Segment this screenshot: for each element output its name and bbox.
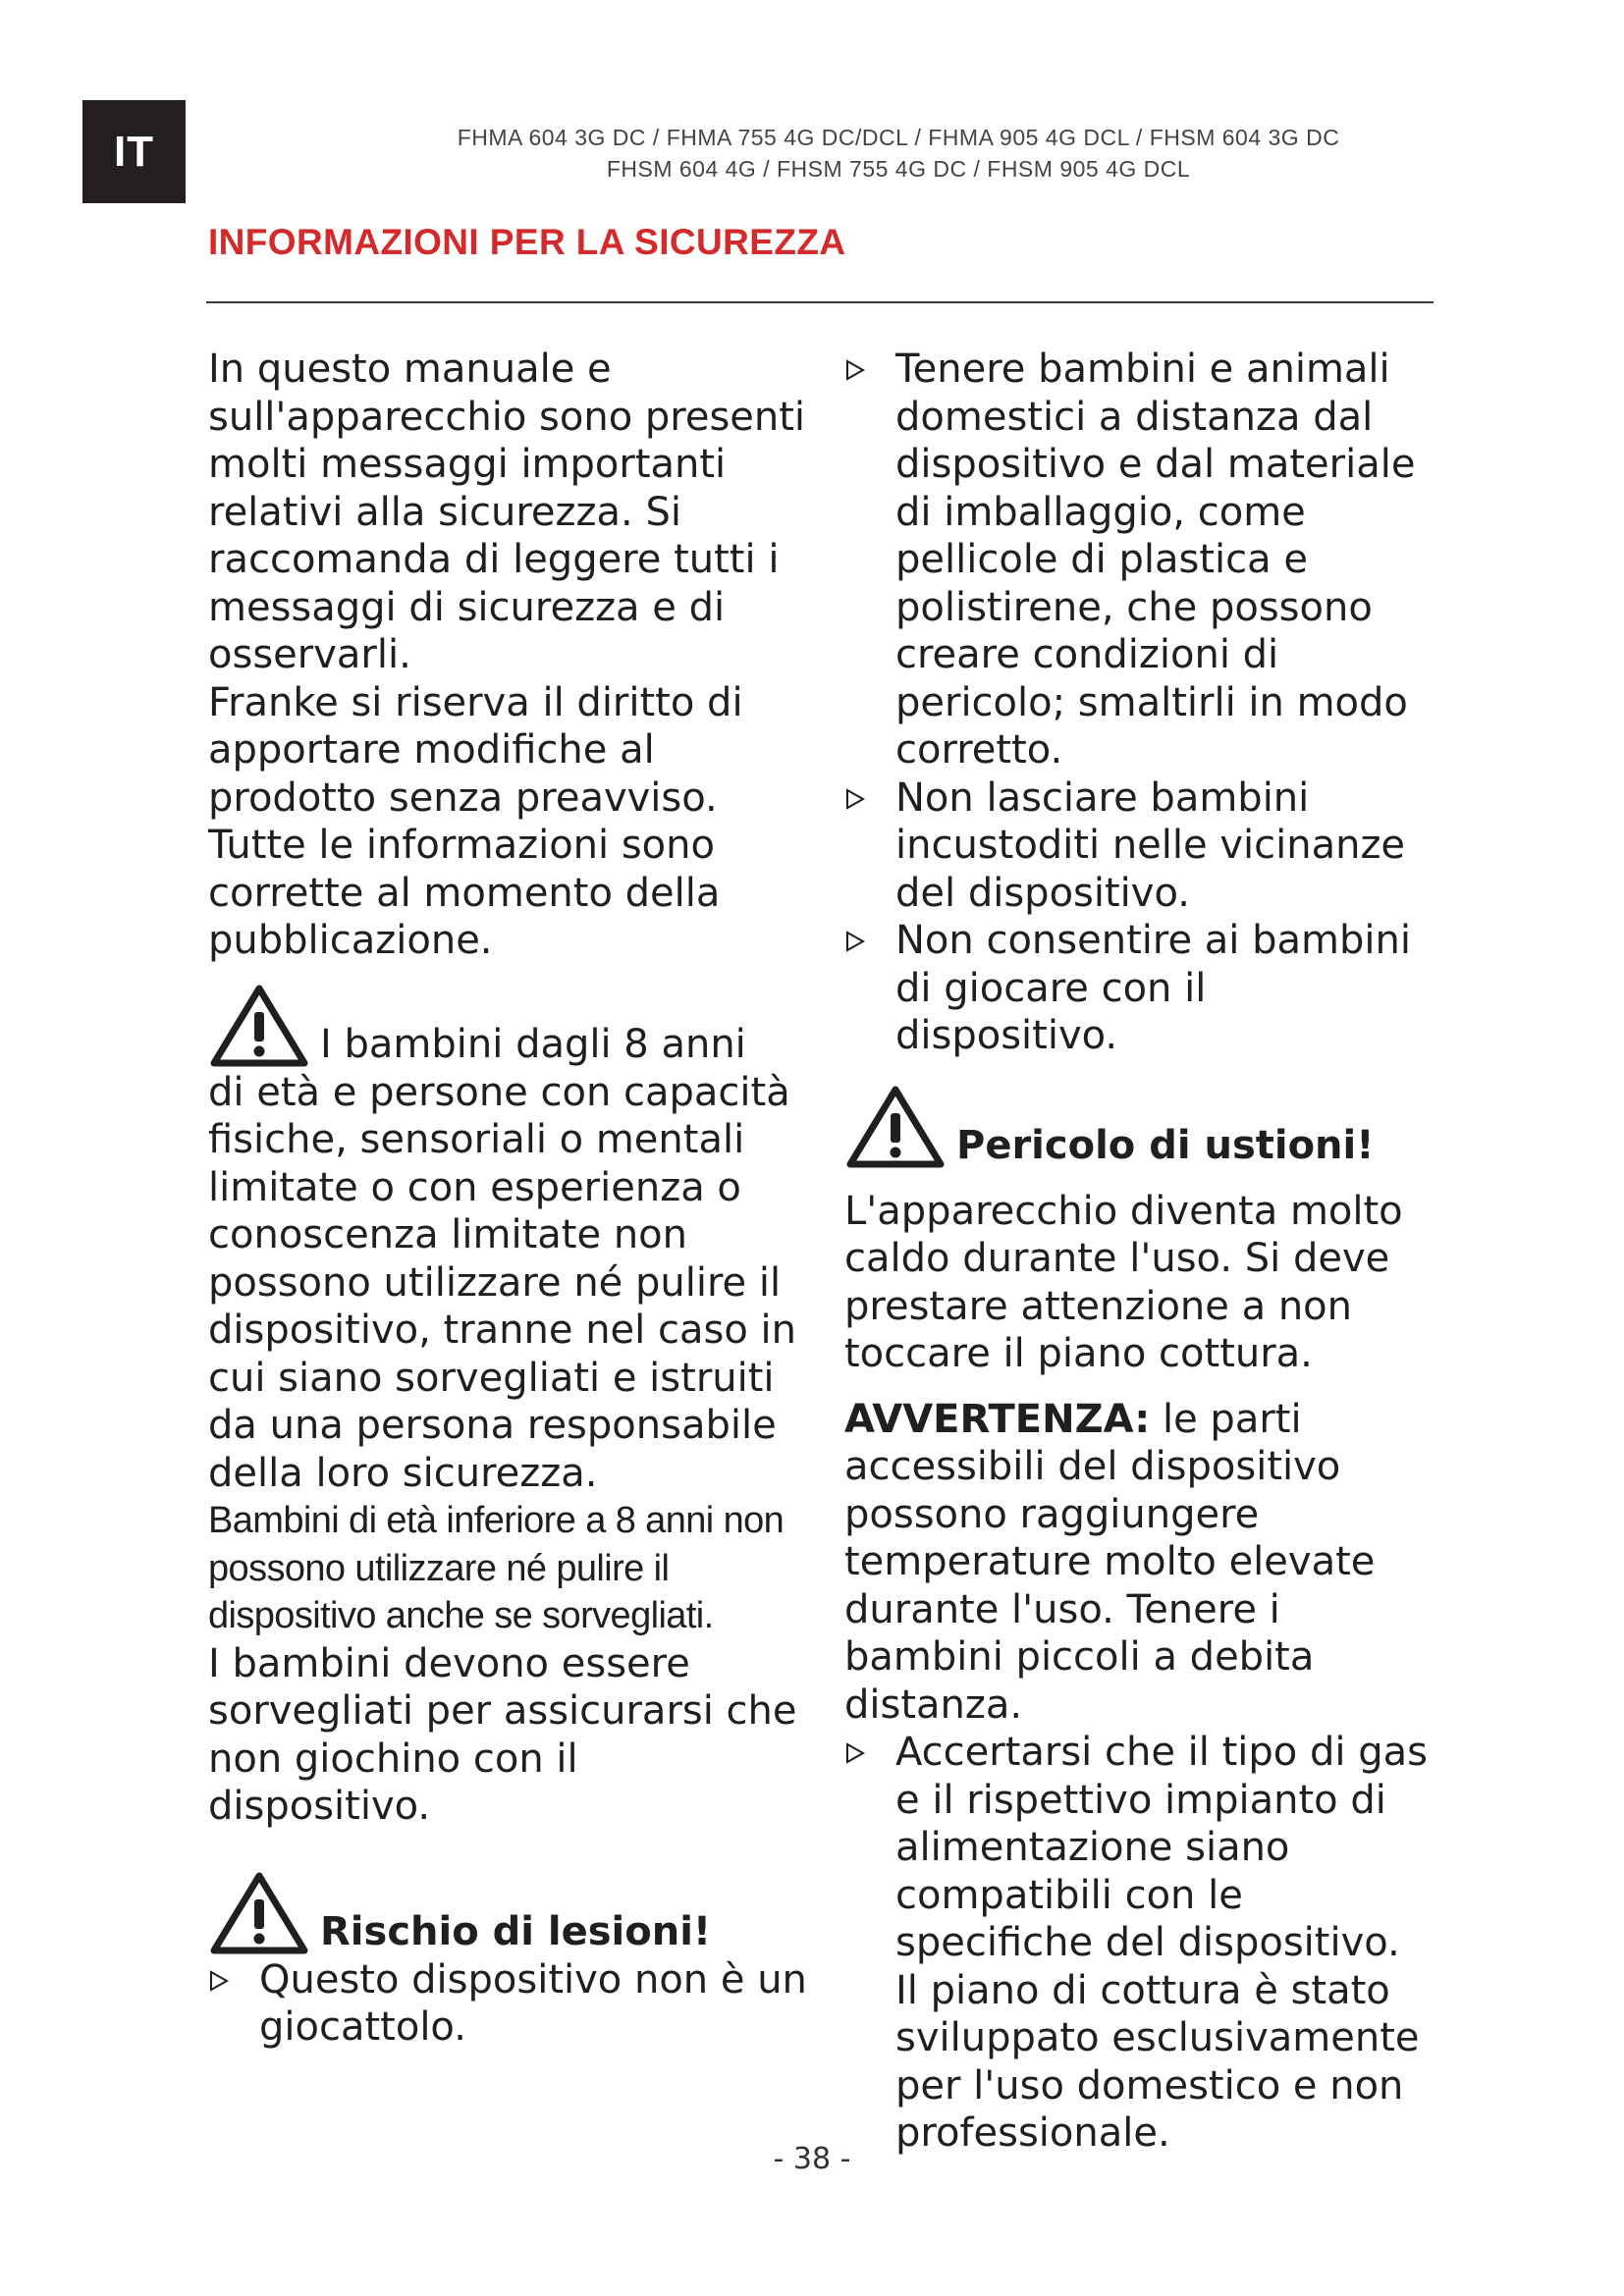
title-divider <box>206 301 1434 303</box>
children-warning-line <box>208 983 807 1069</box>
language-code: IT <box>113 127 155 176</box>
children-bullet-list <box>844 346 1434 1060</box>
model-list-line-2: FHSM 604 4G / FHSM 755 4G DC / FHSM 905 4G DCL <box>606 156 1191 182</box>
children-supervised-text: I bambini devono essere sorvegliati per assicurarsi che non giochino con il dispositivo. <box>208 1640 797 1829</box>
list-item <box>844 774 1434 918</box>
list-item <box>844 917 1434 1060</box>
right-column <box>844 346 1434 2158</box>
injury-bullet-list <box>208 1956 807 2052</box>
list-item <box>844 346 1434 774</box>
avvertenza-paragraph <box>844 1396 1434 1730</box>
warning-triangle-icon <box>208 1870 310 1956</box>
children-warning-start: I bambini dagli 8 anni <box>320 1022 746 1067</box>
avvertenza-text: le parti accessibili del dispositivo possono raggiungere temperature molto elevate durante l'uso. Tenere i bambini piccoli a debita distanza. <box>844 1396 1376 1728</box>
bullet-triangle-icon <box>208 1970 230 1992</box>
left-column <box>208 346 807 2052</box>
list-item-text: Tenere bambini e animali domestici a distanza dal dispositivo e dal materiale di imballaggio, come pellicole di plastica e polistirene, che possono creare condizioni di pericolo; smaltirli in modo corretto. <box>895 347 1416 773</box>
list-item <box>844 1729 1434 2158</box>
burn-paragraph: L'apparecchio diventa molto caldo durante l'uso. Si deve prestare attenzione a non toccare il piano cottura. <box>844 1188 1403 1376</box>
list-item-text: Questo dispositivo non è un giocattolo. <box>259 1956 807 2050</box>
list-item-text: Non consentire ai bambini di giocare con il dispositivo. <box>895 918 1411 1058</box>
avvertenza-label: AVVERTENZA: <box>844 1396 1151 1442</box>
franke-paragraph: Franke si riserva il diritto di apportare modifiche al prodotto senza preavviso. Tutte le informazioni sono corrette al momento della pubblicazione. <box>208 679 743 963</box>
bullet-triangle-icon <box>844 931 866 952</box>
list-item-text: Non lasciare bambini incustoditi nelle vicinanze del dispositivo. <box>895 774 1406 916</box>
injury-heading-line <box>208 1870 807 1956</box>
list-item <box>208 1956 807 2052</box>
burn-heading-line <box>844 1084 1434 1170</box>
warning-triangle-icon <box>844 1084 947 1170</box>
bullet-triangle-icon <box>844 788 866 810</box>
bullet-triangle-icon <box>844 1742 866 1764</box>
children-under-8-text: Bambini di età inferiore a 8 anni non possono utilizzare né pulire il dispositivo anche se sorvegliati. <box>208 1500 785 1636</box>
intro-paragraph: In questo manuale e sull'apparecchio sono presenti molti messaggi importanti relativi alla sicurezza. Si raccomanda di leggere tutti i messaggi di sicurezza e di osservarli. <box>208 347 806 677</box>
children-warning-text: di età e persone con capacità fisiche, sensoriali o mentali limitate o con esperienza o conoscenza limitate non possono utilizzare né pulire il dispositivo, tranne nel caso in cui siano sorvegliati e istruiti da una persona responsabile della loro sicurezza. <box>208 1069 796 1496</box>
list-item-text: Accertarsi che il tipo di gas e il rispettivo impianto di alimentazione siano compatibili con le specifiche del dispositivo. Il piano di cottura è stato sviluppato esclusivamente per l'uso domestico e non professionale. <box>895 1730 1428 2156</box>
model-list-line-1: FHMA 604 3G DC / FHMA 755 4G DC/DCL / FHMA 905 4G DCL / FHSM 604 3G DC <box>457 125 1340 150</box>
gas-bullet-list <box>844 1729 1434 2158</box>
warning-triangle-icon <box>208 983 310 1069</box>
injury-heading: Rischio di lesioni! <box>320 1909 712 1954</box>
language-badge <box>82 100 186 203</box>
bullet-triangle-icon <box>844 359 866 381</box>
section-title: INFORMAZIONI PER LA SICUREZZA <box>208 222 846 262</box>
burn-heading: Pericolo di ustioni! <box>956 1123 1375 1168</box>
page-number: - 38 - <box>773 2142 851 2176</box>
